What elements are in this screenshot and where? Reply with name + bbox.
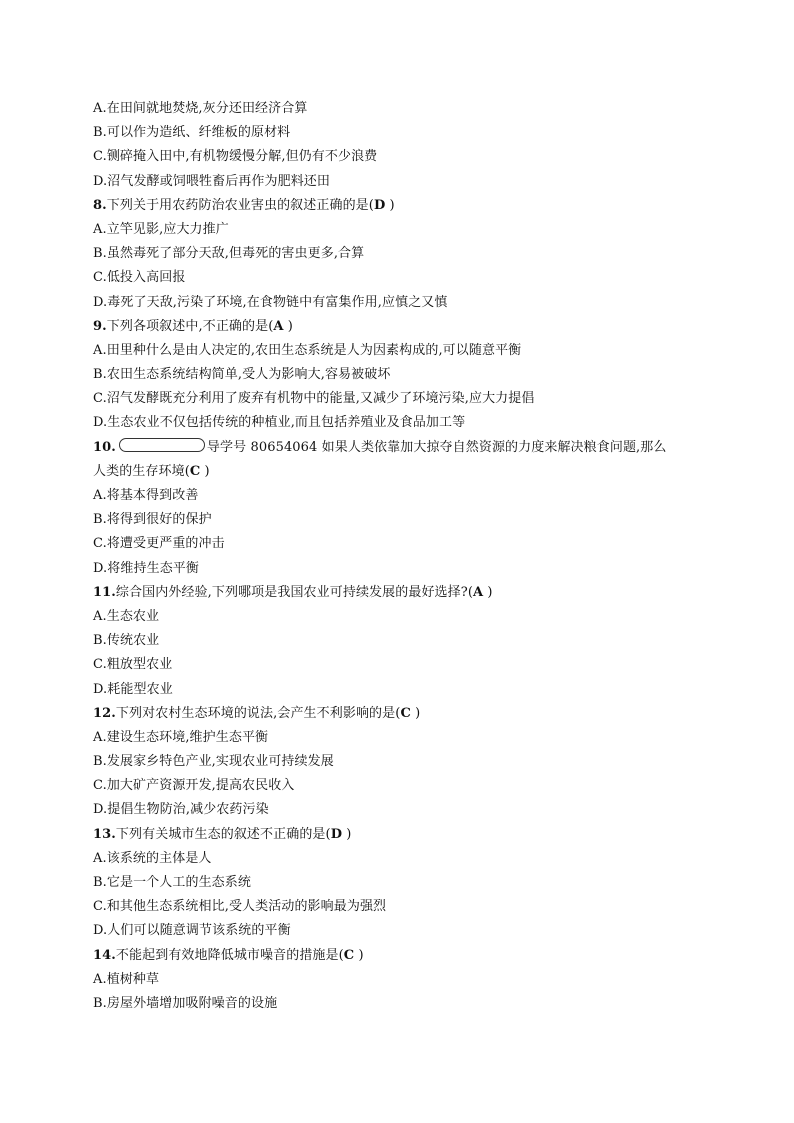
q10-option-c: C.将遭受更严重的冲击 — [93, 536, 225, 552]
question-text: 下列关于用农药防治农业害虫的叙述正确的是( — [106, 197, 374, 213]
question-text: 下列对农村生态环境的说法,会产生不利影响的是( — [115, 705, 401, 721]
question-number: 12. — [93, 705, 116, 721]
question-number: 9. — [93, 318, 107, 334]
document-page — [93, 97, 703, 1016]
question-text: 下列各项叙述中,不正确的是( — [106, 318, 274, 334]
paren-close: ) — [483, 584, 493, 600]
q7-option-b: B.可以作为造纸、纤维板的原材料 — [93, 125, 291, 141]
q8-option-b: B.虽然毒死了部分天敌,但毒死的害虫更多,合算 — [93, 246, 365, 262]
question-10-stem-line1 — [93, 436, 703, 460]
question-text: 导学号 80654064 如果人类依靠加大掠夺自然资源的力度来解决粮食问题,那么 — [206, 439, 667, 455]
q14-option-a: A.植树种草 — [93, 971, 160, 987]
question-11-stem — [93, 581, 703, 605]
answer-letter: C — [400, 705, 411, 721]
q11-option-b: B.传统农业 — [93, 633, 160, 649]
question-13-stem — [93, 823, 703, 847]
question-10-stem-line2 — [93, 460, 703, 484]
answer-letter: A — [473, 584, 484, 600]
question-number: 13. — [93, 826, 116, 842]
q8-option-d: D.毒死了天敌,污染了环境,在食物链中有富集作用,应慎之又慎 — [93, 294, 448, 310]
question-number: 14. — [93, 947, 116, 963]
q9-option-b: B.农田生态系统结构简单,受人为影响大,容易被破坏 — [93, 367, 391, 383]
paren-close: ) — [410, 705, 421, 721]
q14-option-b: B.房屋外墙增加吸附噪音的设施 — [93, 995, 278, 1011]
q8-option-c: C.低投入高回报 — [93, 270, 186, 286]
q13-option-d: D.人们可以随意调节该系统的平衡 — [93, 923, 291, 939]
answer-letter: C — [343, 947, 355, 963]
q13-option-a: A.该系统的主体是人 — [93, 850, 212, 866]
answer-letter: C — [189, 463, 201, 479]
paren-close: ) — [200, 463, 210, 479]
answer-letter: D — [373, 197, 386, 213]
q10-option-a: A.将基本得到改善 — [93, 488, 199, 503]
guide-number-badge — [119, 438, 205, 452]
question-text: 不能起到有效地降低城市噪音的措施是( — [115, 947, 344, 963]
q9-option-a: A.田里种什么是由人决定的,农田生态系统是人为因素构成的,可以随意平衡 — [93, 342, 522, 358]
q7-option-c: C.铡碎掩入田中,有机物缓慢分解,但仍有不少浪费 — [93, 149, 378, 165]
question-8-stem — [93, 194, 703, 218]
paren-close: ) — [354, 947, 364, 963]
paren-close: ) — [283, 318, 293, 334]
q9-option-c: C.沼气发酵既充分利用了废弃有机物中的能量,又减少了环境污染,应大力提倡 — [93, 391, 535, 407]
question-14-stem — [93, 944, 703, 968]
q12-option-c: C.加大矿产资源开发,提高农民收入 — [93, 778, 295, 794]
question-9-stem — [93, 315, 703, 339]
question-number: 8. — [93, 197, 107, 213]
question-text: 下列有关城市生态的叙述不正确的是( — [115, 826, 331, 842]
q7-option-d: D.沼气发酵或饲喂牲畜后再作为肥料还田 — [93, 173, 330, 189]
q11-option-d: D.耗能型农业 — [93, 681, 173, 697]
q7-option-a: A.在田间就地焚烧,灰分还田经济合算 — [93, 101, 308, 116]
q10-option-d: D.将维持生态平衡 — [93, 560, 199, 576]
answer-letter: D — [330, 826, 343, 842]
question-text: 人类的生存环境( — [93, 463, 190, 479]
q12-option-d: D.提倡生物防治,减少农药污染 — [93, 802, 269, 818]
q11-option-c: C.粗放型农业 — [93, 657, 173, 673]
question-number: 11. — [93, 584, 116, 600]
answer-letter: A — [273, 318, 284, 334]
q9-option-d: D.生态农业不仅包括传统的种植业,而且包括养殖业及食品加工等 — [93, 415, 466, 431]
q12-option-b: B.发展家乡特色产业,实现农业可持续发展 — [93, 754, 334, 770]
q11-option-a: A.生态农业 — [93, 608, 160, 624]
q13-option-c: C.和其他生态系统相比,受人类活动的影响最为强烈 — [93, 899, 387, 915]
question-text: 综合国内外经验,下列哪项是我国农业可持续发展的最好选择?( — [115, 584, 473, 600]
q10-option-b: B.将得到很好的保护 — [93, 512, 212, 528]
question-number: 10. — [93, 439, 116, 455]
paren-close: ) — [342, 826, 352, 842]
q13-option-b: B.它是一个人工的生态系统 — [93, 875, 251, 890]
q12-option-a: A.建设生态环境,维护生态平衡 — [93, 729, 269, 745]
paren-close: ) — [385, 197, 395, 213]
q8-option-a: A.立竿见影,应大力推广 — [93, 221, 229, 237]
question-12-stem — [93, 702, 703, 726]
